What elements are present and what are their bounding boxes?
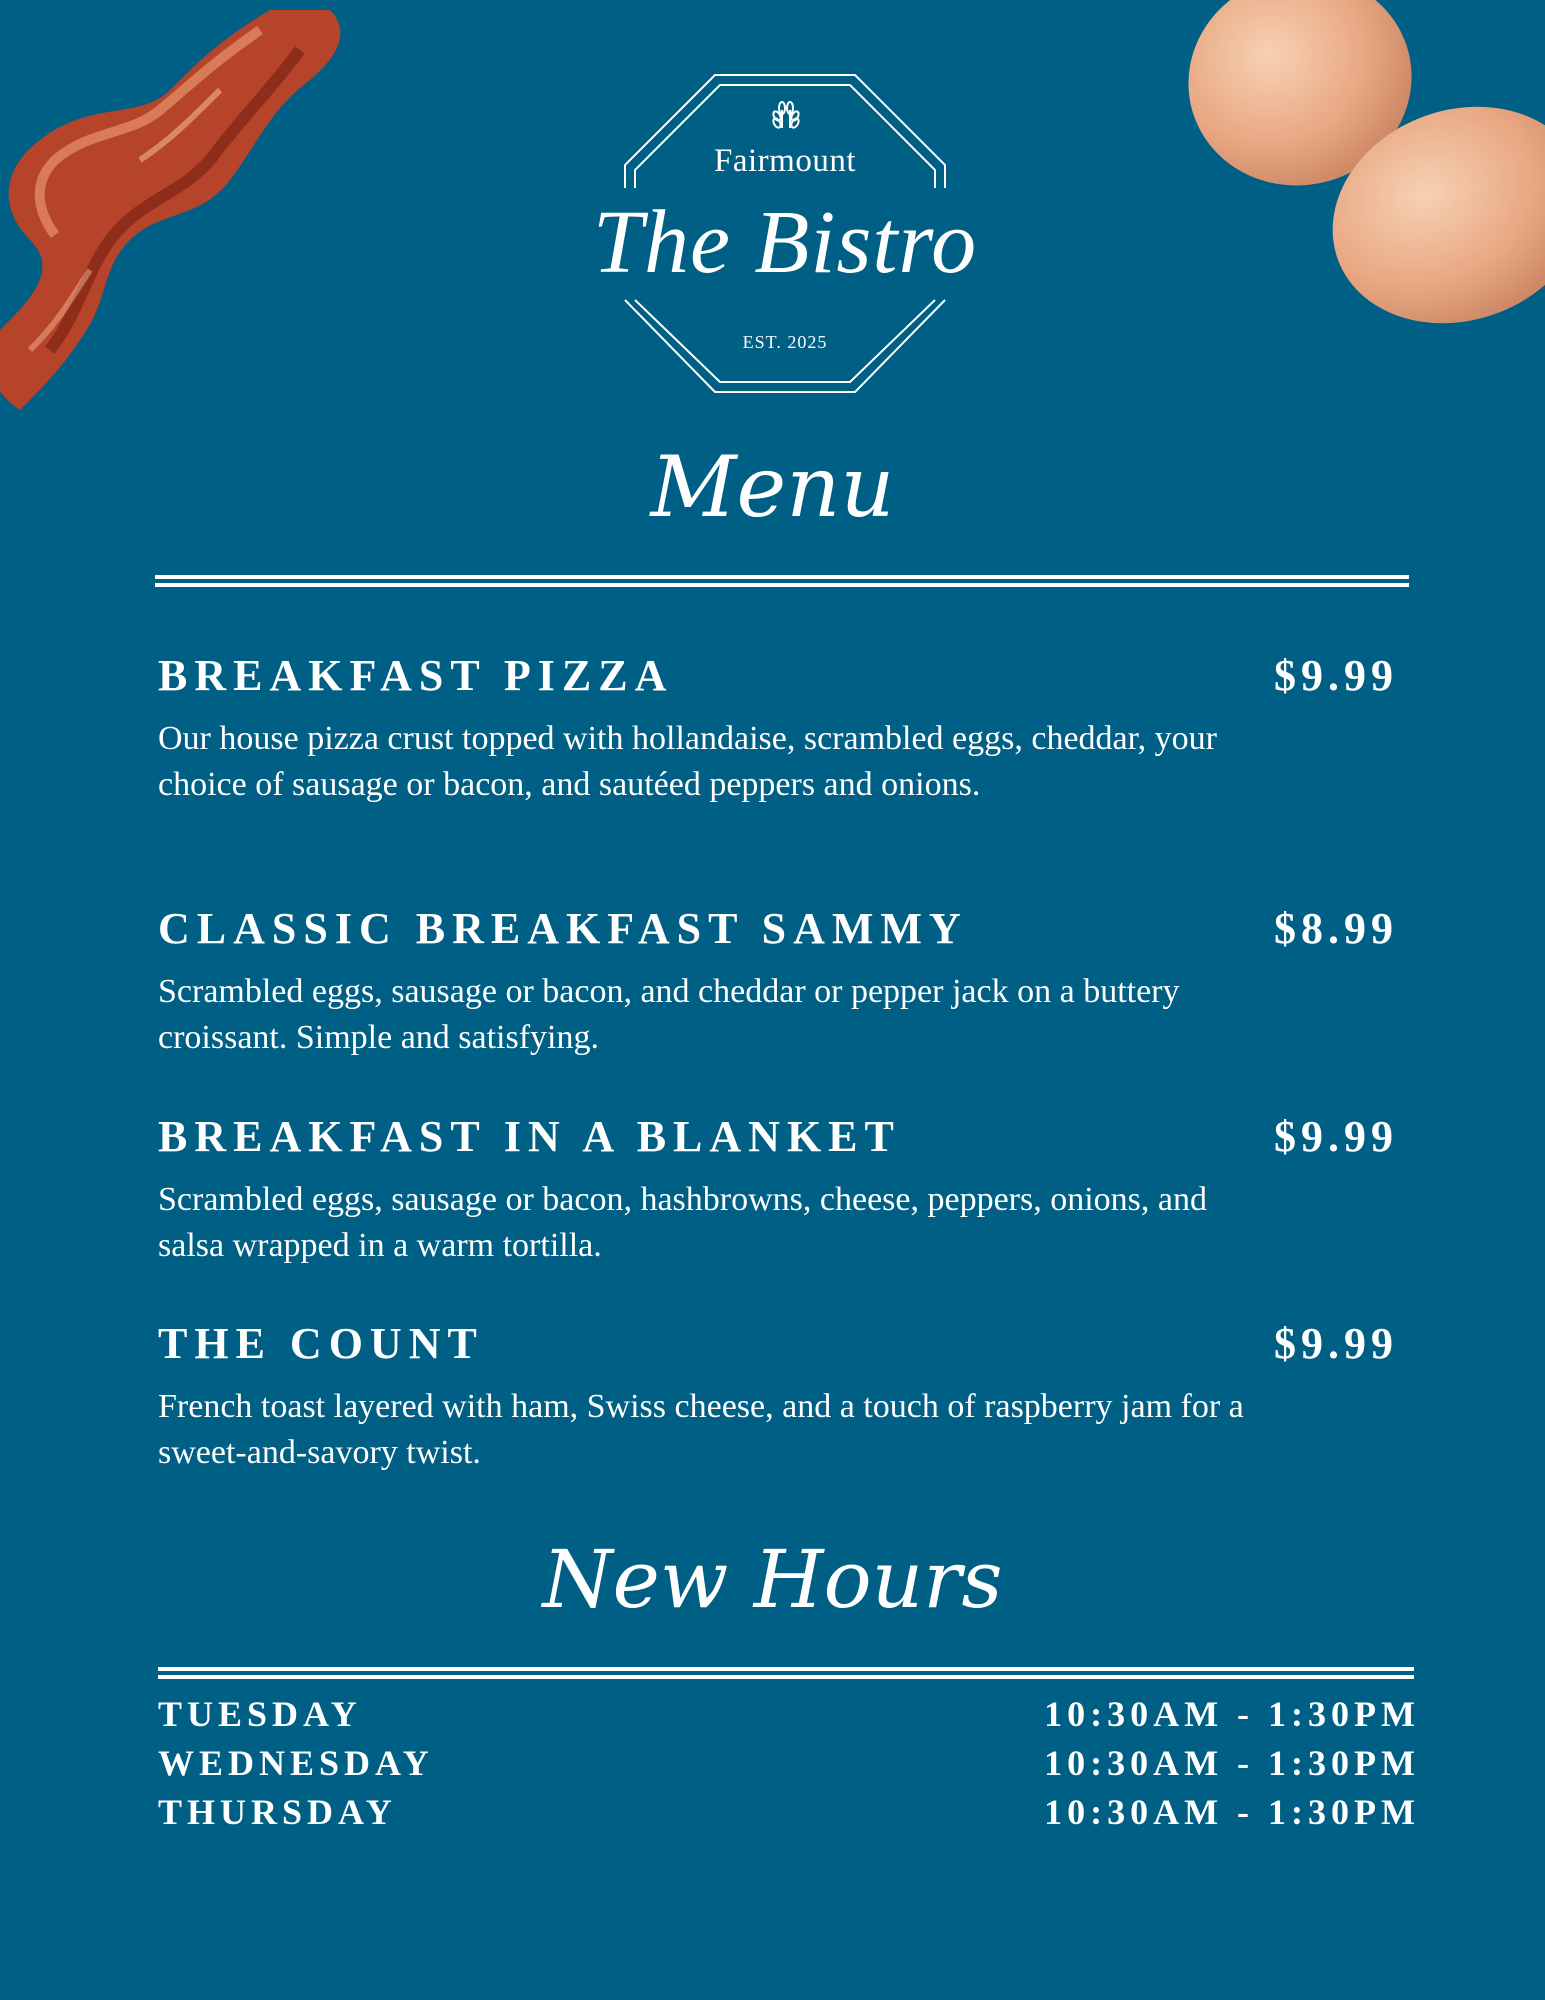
hours-days-list <box>158 1690 434 1837</box>
item-description: French toast layered with ham, Swiss cheese, and a touch of raspberry jam for a sweet-and-savory twist. <box>158 1388 1244 1471</box>
item-name: BREAKFAST PIZZA <box>158 651 674 700</box>
item-description: Scrambled eggs, sausage or bacon, hashbrowns, cheese, peppers, onions, and salsa wrapped in a warm tortilla. <box>158 1181 1207 1264</box>
item-price: $8.99 <box>1274 904 1398 953</box>
item-description: Our house pizza crust topped with hollandaise, scrambled eggs, cheddar, your choice of sausage or bacon, and sautéed peppers and onions. <box>158 720 1217 803</box>
wheat-icon <box>772 102 800 129</box>
hours-day: THURSDAY <box>158 1792 397 1832</box>
hours-time: 10:30AM - 1:30PM <box>1044 1694 1420 1734</box>
item-price: $9.99 <box>1274 1112 1398 1161</box>
hours-heading: New Hours <box>542 1533 1003 1626</box>
hours-time: 10:30AM - 1:30PM <box>1044 1743 1420 1783</box>
bacon-strip-icon <box>0 0 410 440</box>
hours-day: WEDNESDAY <box>158 1743 434 1783</box>
hours-time: 10:30AM - 1:30PM <box>1044 1792 1420 1832</box>
item-name: THE COUNT <box>158 1319 484 1368</box>
hours-day: TUESDAY <box>158 1694 362 1734</box>
item-name: BREAKFAST IN A BLANKET <box>158 1112 901 1161</box>
hours-times-list <box>975 1690 1420 1837</box>
item-price: $9.99 <box>1274 1319 1398 1368</box>
menu-divider <box>155 575 1409 587</box>
hours-divider <box>158 1667 1414 1679</box>
established-label: EST. 2025 <box>742 332 828 352</box>
item-name: CLASSIC BREAKFAST SAMMY <box>158 904 968 953</box>
bistro-script-title: The Bistro <box>592 193 978 292</box>
menu-heading: Menu <box>650 438 895 536</box>
item-description: Scrambled eggs, sausage or bacon, and cheddar or pepper jack on a buttery croissant. Simple and satisfying. <box>158 973 1180 1056</box>
brown-eggs-icon <box>1180 0 1545 360</box>
item-price: $9.99 <box>1274 651 1398 700</box>
brand-name: Fairmount <box>714 143 856 179</box>
